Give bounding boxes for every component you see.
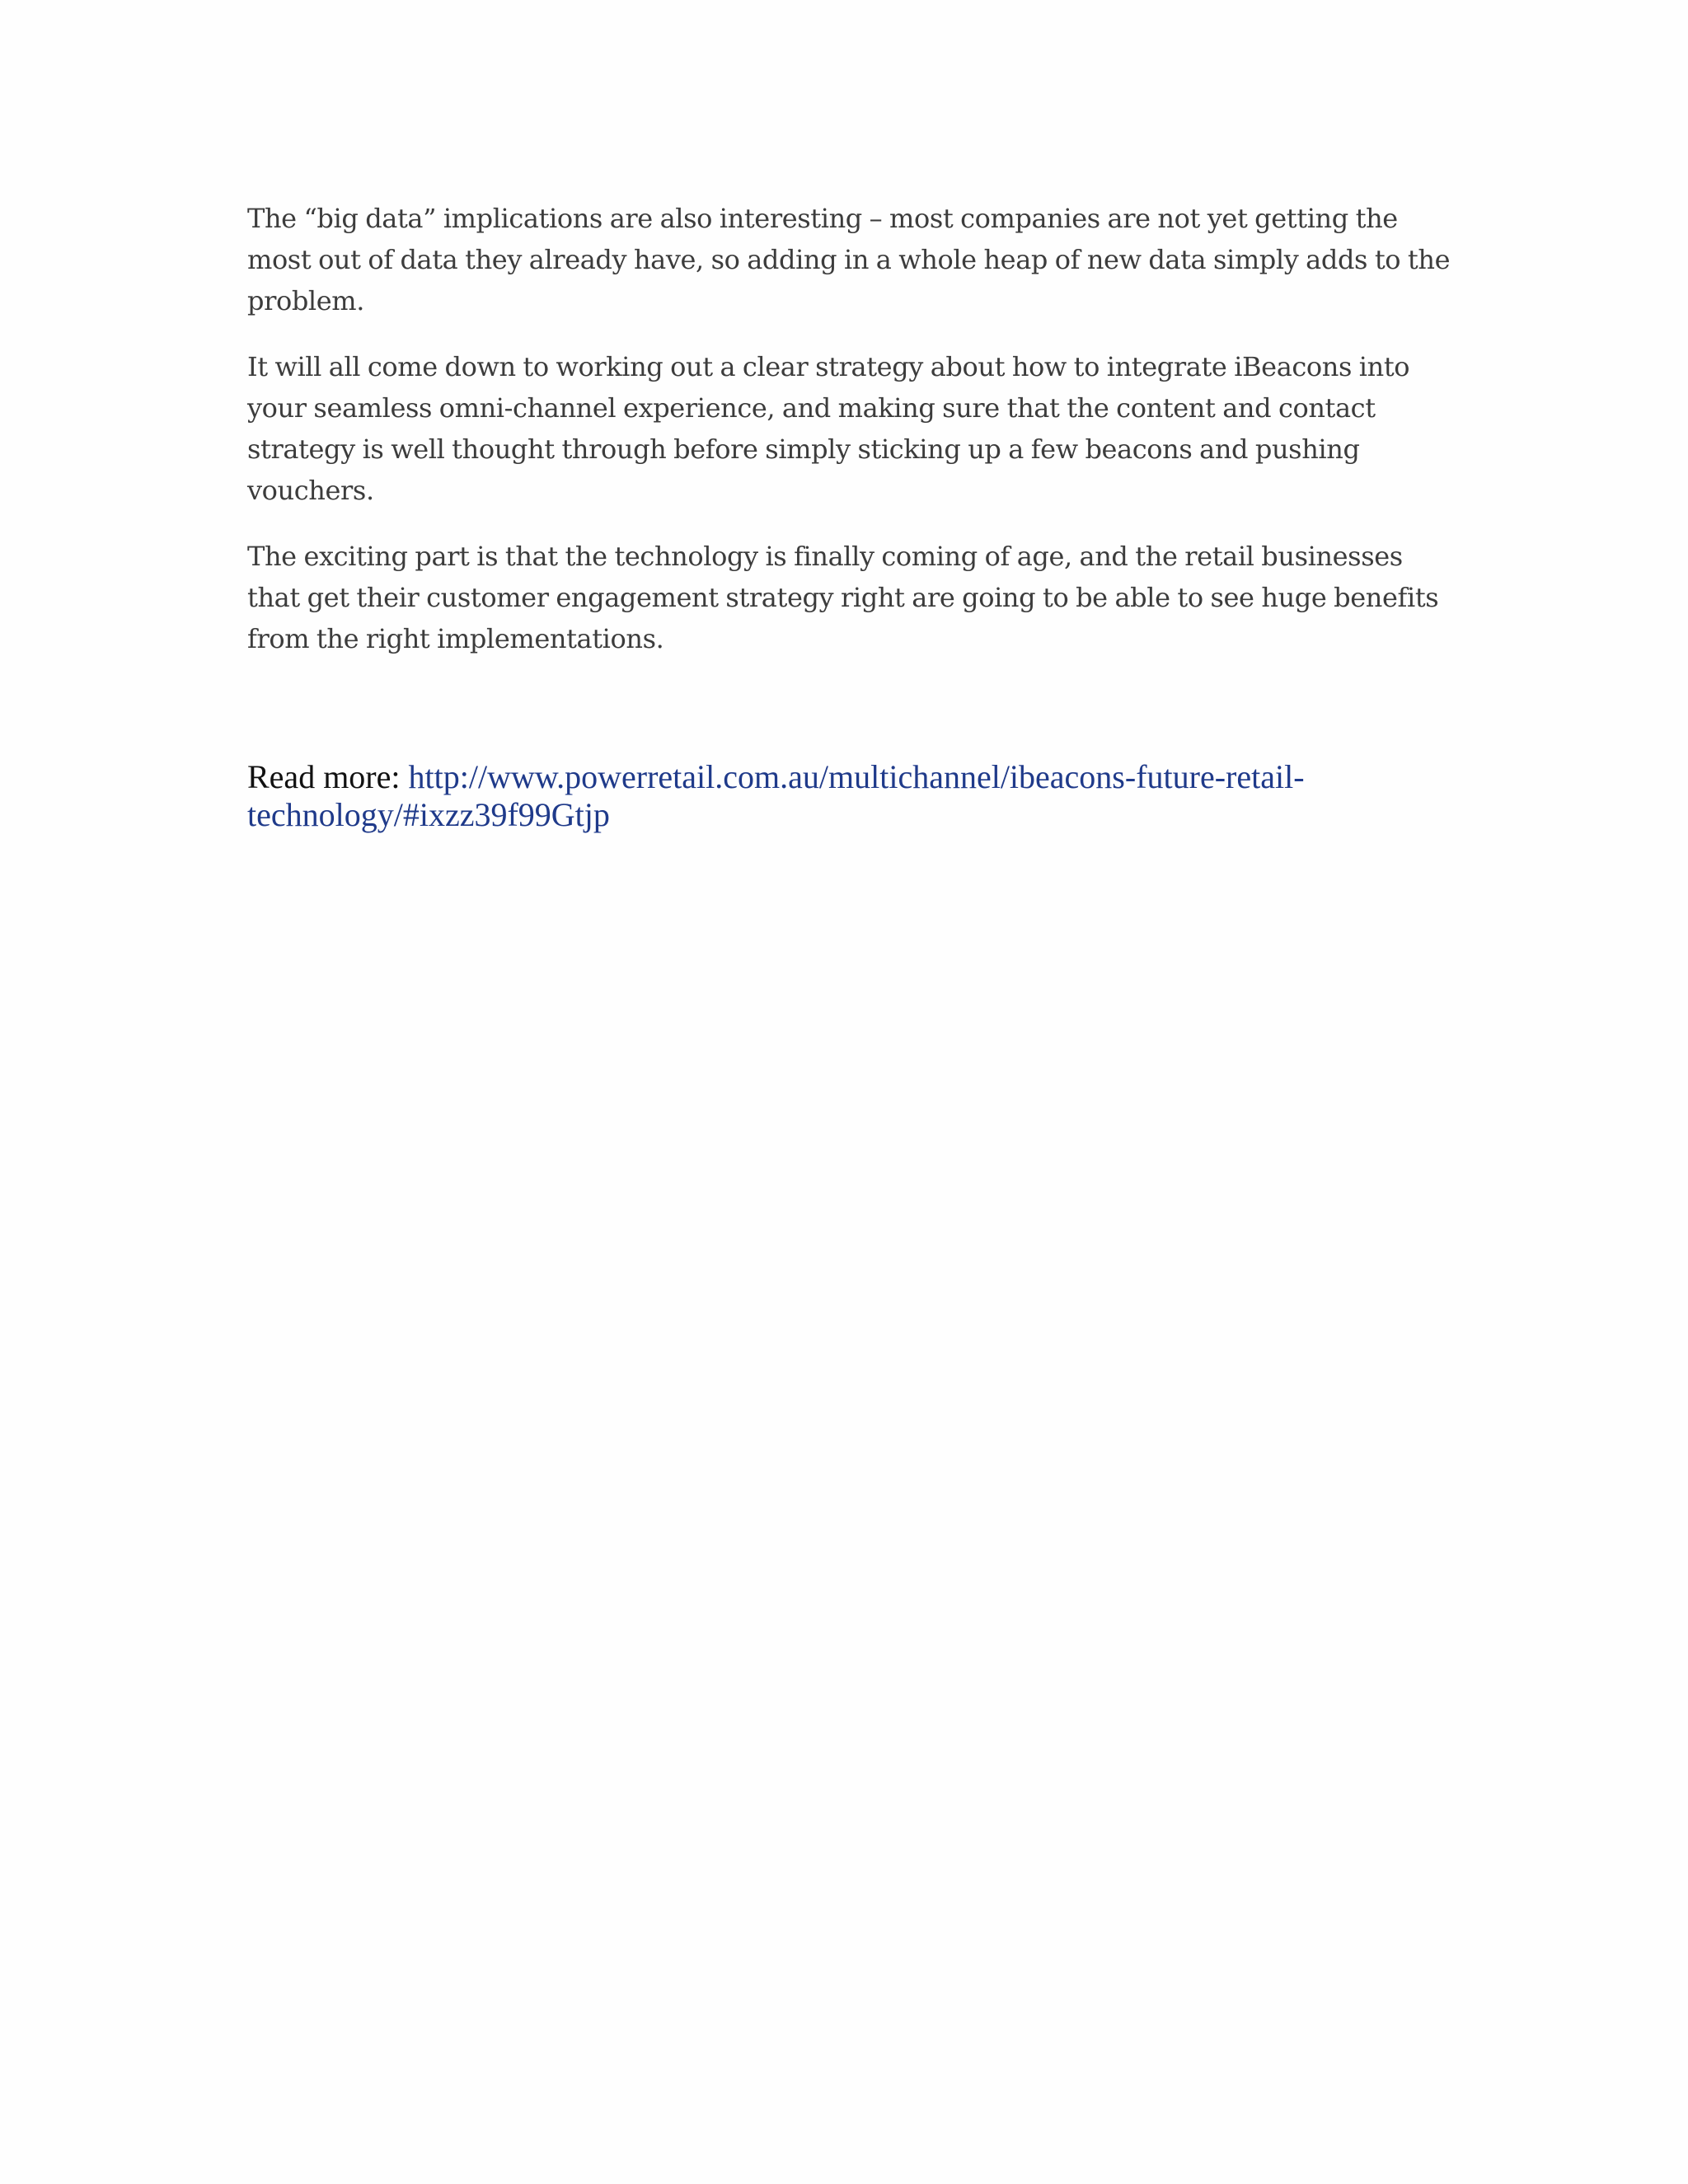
read-more-link[interactable]: http://www.powerretail.com.au/multichannel/ibeacons-future-retail-technology/#ixzz39f99Gtjp [247,758,1305,833]
read-more-line [247,758,1451,834]
read-more-label: Read more: [247,758,401,795]
paragraph-big-data: The “big data” implications are also interesting – most companies are not yet getting the most out of data they already have, so adding in a whole heap of new data simply adds to the problem. [247,203,1451,316]
paragraph-strategy: It will all come down to working out a clear strategy about how to integrate iBeacons into your seamless omni-channel experience, and making sure that the content and contact strategy is well thought through before simply sticking up a few beacons and pushing vouchers. [247,351,1410,506]
paragraph-exciting-part: The exciting part is that the technology is finally coming of age, and the retail businesses that get their customer engagement strategy right are going to be able to see huge benefits from the right implementations. [247,541,1439,654]
document-content [247,198,1451,833]
